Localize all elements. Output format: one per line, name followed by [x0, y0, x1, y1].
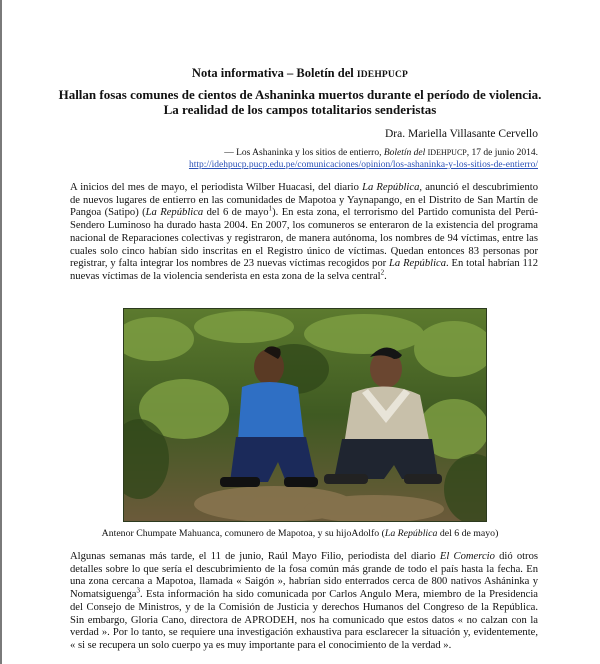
source-citation: — Los Ashaninka y los sitios de entierro, Boletín del IDEHPUCP, 17 de junio 2014. http://idehpucp.pucp.edu.pe/comunicaciones/opinion/los-ashaninka-y-los-sitios-de-entierro/	[188, 148, 538, 170]
author-name: Dra. Mariella Villasante Cervello	[384, 128, 538, 140]
article-headline	[40, 87, 560, 117]
bulletin-org: IDEHPUCP	[356, 70, 409, 80]
photo-caption: Antenor Chumpate Mahuanca, comunero de Mapotoa, y su hijoAdolfo (La República del 6 de mayo)	[101, 528, 499, 539]
footnote-ref-2[interactable]: 2	[380, 268, 385, 277]
footnote-ref-3[interactable]: 3	[136, 586, 140, 595]
paragraph-2: Algunas semanas más tarde, el 11 de junio, Raúl Mayo Filio, periodista del diario El Comercio dió otros detalles sobre lo que sería el descubrimiento de la fosa común más grande de todo el país hasta la fecha. En una zona cercana a Mapotoa, llamada « Saigón », habrían sido enterrados cerca de 800 nativos Asháninka y Nomatsiguenga$^3$. Esta información ha sido comunicada por Carlos Angulo Mera, miembro de la Presidencia del Consejo de Ministros, y de la Comisión de Justicia y derechos Humanos del Congreso de la República. Sin embargo, Gloria Cano, directora de APRODEH, nos ha comunicado que estos datos « no calzan con la verdad ». Por lo tanto, se requiere una investigación exhaustiva para esclarecer la situación y, evidentemente, « si se recupera un solo cuerpo ya es muy importante para el conocimiento de la verdad ».	[70, 551, 539, 651]
paragraph-1: A inicios del mes de mayo, el periodista Wilber Huacasi, del diario La República, anunció el descubrimiento de nuevos lugares de entierro en las comunidades de Mapotoa y Yaynapango, en el Distrito de San Martín de Pangoa (Satipo) (La República del 6 de mayo$^1$). En esta zona, el terrorismo del Partido comunista del Perú-Sendero Luminoso ha durado hasta 2004. En 2007, los comuneros se enteraron de la existencia del programa nacional de Reparaciones colectivas y registraron, de manera autónoma, los nombres de 94 víctimas, entre las cuales solo cinco habían sido inscritas en el Registro único de víctimas. Quedan entonces 83 personas por registrar, y falta integrar los nombres de 23 nuevas víctimas recogidos por La República. En total habrían 112 nuevas víctimas de la violencia senderista en esta zona de la selva central$^2$.	[70, 182, 539, 282]
headline-line-2: La realidad de los campos totalitarios senderistas	[163, 102, 437, 117]
headline-line-1: Hallan fosas comunes de cientos de Ashaninka muertos durante el período de violencia.	[58, 87, 542, 102]
photo-illustration	[124, 309, 486, 521]
bulletin-title: Nota informativa – Boletín del IDEHPUCP	[191, 66, 409, 80]
footnote-ref-1[interactable]: 1	[268, 204, 273, 213]
page-left-border	[0, 0, 2, 664]
article-photo	[123, 308, 487, 522]
source-link[interactable]: http://idehpucp.pucp.edu.pe/comunicaciones/opinion/los-ashaninka-y-los-sitios-de-entierro/	[188, 160, 538, 170]
